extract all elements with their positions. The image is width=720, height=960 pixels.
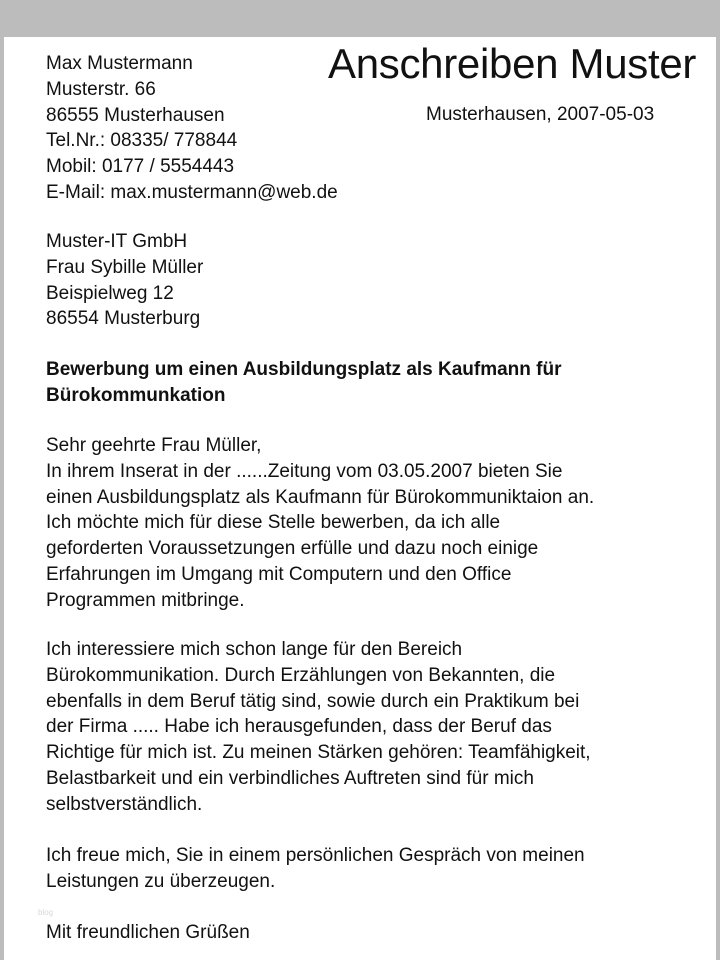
paragraph-1-line: Ich möchte mich für diese Stelle bewerben, da ich alle <box>46 512 501 534</box>
letter-date: Musterhausen, 2007-05-03 <box>426 104 655 125</box>
sender-phone: Tel.Nr.: 08335/ 778844 <box>46 130 238 152</box>
paragraph-1-line: In ihrem Inserat in der ......Zeitung vom 03.05.2007 bieten Sie <box>46 460 563 482</box>
paragraph-1-line: Erfahrungen im Umgang mit Computern und den Office <box>46 563 512 585</box>
paragraph-2-line: selbstverständlich. <box>46 793 203 815</box>
document-title: Anschreiben Muster <box>328 40 697 87</box>
paragraph-2-line: Richtige für mich ist. Zu meinen Stärken gehören: Teamfähigkeit, <box>46 742 591 764</box>
paragraph-3-line: Leistungen zu überzeugen. <box>46 870 276 892</box>
sender-street: Musterstr. 66 <box>46 78 156 100</box>
paragraph-2 <box>46 637 591 818</box>
watermark-text: blog <box>38 908 54 917</box>
top-frame-bar <box>0 0 720 37</box>
recipient-contact: Frau Sybille Müller <box>46 256 204 278</box>
sender-name: Max Mustermann <box>46 53 193 74</box>
recipient-street: Beispielweg 12 <box>46 282 174 304</box>
paragraph-1-line: geforderten Voraussetzungen erfülle und dazu noch einige <box>46 538 539 560</box>
paragraph-2-line: Bürokommunikation. Durch Erzählungen von Bekannten, die <box>46 664 556 686</box>
right-frame-border <box>716 0 720 960</box>
subject-line-1: Bewerbung um einen Ausbildungsplatz als Kaufmann für <box>46 359 562 380</box>
salutation: Sehr geehrte Frau Müller, <box>46 435 262 456</box>
sender-mobile: Mobil: 0177 / 5554443 <box>46 156 235 178</box>
paragraph-3 <box>46 843 585 895</box>
paragraph-3-line: Ich freue mich, Sie in einem persönlichen Gespräch von meinen <box>46 845 585 866</box>
paragraph-2-line: Ich interessiere mich schon lange für den Bereich <box>46 639 463 660</box>
sender-city: 86555 Musterhausen <box>46 104 225 126</box>
subject-line-2: Bürokommunkation <box>46 384 226 406</box>
subject-line <box>46 357 562 409</box>
recipient-city: 86554 Musterburg <box>46 308 201 330</box>
salutation-and-paragraph-1 <box>46 433 594 614</box>
closing <box>46 920 250 946</box>
sender-email: E-Mail: max.mustermann@web.de <box>46 181 338 203</box>
paragraph-1-line: einen Ausbildungsplatz als Kaufmann für Bürokommuniktaion an. <box>46 486 595 508</box>
paragraph-2-line: Belastbarkeit und ein verbindliches Auftreten sind für mich <box>46 767 534 789</box>
paragraph-2-line: ebenfalls in dem Beruf tätig sind, sowie durch ein Praktikum bei <box>46 690 580 712</box>
sender-address <box>46 51 338 206</box>
recipient-address <box>46 229 203 332</box>
closing-line: Mit freundlichen Grüßen <box>46 922 250 943</box>
paragraph-1-line: Programmen mitbringe. <box>46 589 245 611</box>
recipient-company: Muster-IT GmbH <box>46 231 188 252</box>
paragraph-2-line: der Firma ..... Habe ich herausgefunden, dass der Beruf das <box>46 716 552 738</box>
